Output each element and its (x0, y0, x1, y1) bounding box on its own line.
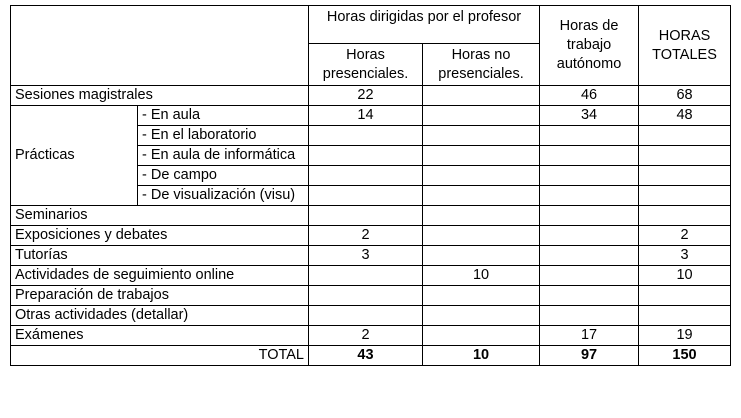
table-row (11, 246, 731, 266)
cell-autonomo: 46 (540, 86, 639, 106)
cell-no-presenciales (423, 226, 540, 246)
cell-no-presenciales (423, 166, 540, 186)
cell-presenciales: 22 (309, 86, 423, 106)
cell-no-presenciales (423, 326, 540, 346)
row-label: Otras actividades (detallar) (11, 306, 309, 326)
cell-total (639, 186, 731, 206)
cell-autonomo (540, 126, 639, 146)
cell-total (639, 166, 731, 186)
header-autonomo: Horas de trabajo autónomo (540, 6, 639, 86)
table-row (11, 266, 731, 286)
practicas-label: Prácticas (11, 106, 138, 206)
cell-total: 2 (639, 226, 731, 246)
cell-total (639, 146, 731, 166)
table-row (11, 326, 731, 346)
cell-autonomo (540, 286, 639, 306)
cell-autonomo (540, 266, 639, 286)
table-row (11, 106, 731, 126)
row-sublabel: - En aula (138, 106, 309, 126)
row-label: Tutorías (11, 246, 309, 266)
cell-presenciales: 2 (309, 226, 423, 246)
row-label: Actividades de seguimiento online (11, 266, 309, 286)
table-row (11, 306, 731, 326)
header-totales: HORAS TOTALES (639, 6, 731, 86)
cell-no-presenciales (423, 86, 540, 106)
cell-no-presenciales (423, 106, 540, 126)
row-sublabel: - En aula de informática (138, 146, 309, 166)
header-presenciales: Horas presenciales. (309, 44, 423, 86)
cell-no-presenciales (423, 146, 540, 166)
row-label: Preparación de trabajos (11, 286, 309, 306)
cell-total (639, 286, 731, 306)
cell-presenciales (309, 286, 423, 306)
total-label: TOTAL (11, 346, 309, 366)
cell-autonomo (540, 186, 639, 206)
cell-autonomo (540, 226, 639, 246)
cell-autonomo (540, 306, 639, 326)
cell-no-presenciales (423, 206, 540, 226)
cell-presenciales (309, 146, 423, 166)
cell-no-presenciales (423, 246, 540, 266)
row-sublabel: - En el laboratorio (138, 126, 309, 146)
cell-presenciales (309, 186, 423, 206)
hours-table (10, 5, 731, 366)
cell-autonomo (540, 246, 639, 266)
cell-autonomo: 34 (540, 106, 639, 126)
table-row (11, 286, 731, 306)
total-autonomo: 97 (540, 346, 639, 366)
total-row (11, 346, 731, 366)
row-label: Exposiciones y debates (11, 226, 309, 246)
cell-total: 68 (639, 86, 731, 106)
cell-presenciales (309, 266, 423, 286)
cell-presenciales: 3 (309, 246, 423, 266)
cell-presenciales (309, 126, 423, 146)
table-row (11, 206, 731, 226)
cell-total: 3 (639, 246, 731, 266)
total-total: 150 (639, 346, 731, 366)
cell-total: 10 (639, 266, 731, 286)
cell-total (639, 206, 731, 226)
cell-presenciales (309, 206, 423, 226)
total-presenciales: 43 (309, 346, 423, 366)
cell-presenciales: 2 (309, 326, 423, 346)
total-no-presenciales: 10 (423, 346, 540, 366)
cell-no-presenciales: 10 (423, 266, 540, 286)
cell-autonomo (540, 166, 639, 186)
header-no-presenciales: Horas no presenciales. (423, 44, 540, 86)
row-label: Seminarios (11, 206, 309, 226)
row-sublabel: - De campo (138, 166, 309, 186)
cell-no-presenciales (423, 286, 540, 306)
row-sublabel: - De visualización (visu) (138, 186, 309, 206)
cell-autonomo (540, 146, 639, 166)
table-row (11, 226, 731, 246)
cell-total: 19 (639, 326, 731, 346)
cell-presenciales (309, 166, 423, 186)
cell-no-presenciales (423, 186, 540, 206)
cell-total (639, 126, 731, 146)
cell-total (639, 306, 731, 326)
header-dirigidas: Horas dirigidas por el profesor (309, 6, 540, 44)
header-empty-cell (11, 6, 309, 86)
cell-presenciales (309, 306, 423, 326)
row-label: Exámenes (11, 326, 309, 346)
cell-total: 48 (639, 106, 731, 126)
cell-presenciales: 14 (309, 106, 423, 126)
cell-no-presenciales (423, 126, 540, 146)
table-row (11, 86, 731, 106)
row-label: Sesiones magistrales (11, 86, 309, 106)
cell-autonomo: 17 (540, 326, 639, 346)
cell-autonomo (540, 206, 639, 226)
cell-no-presenciales (423, 306, 540, 326)
